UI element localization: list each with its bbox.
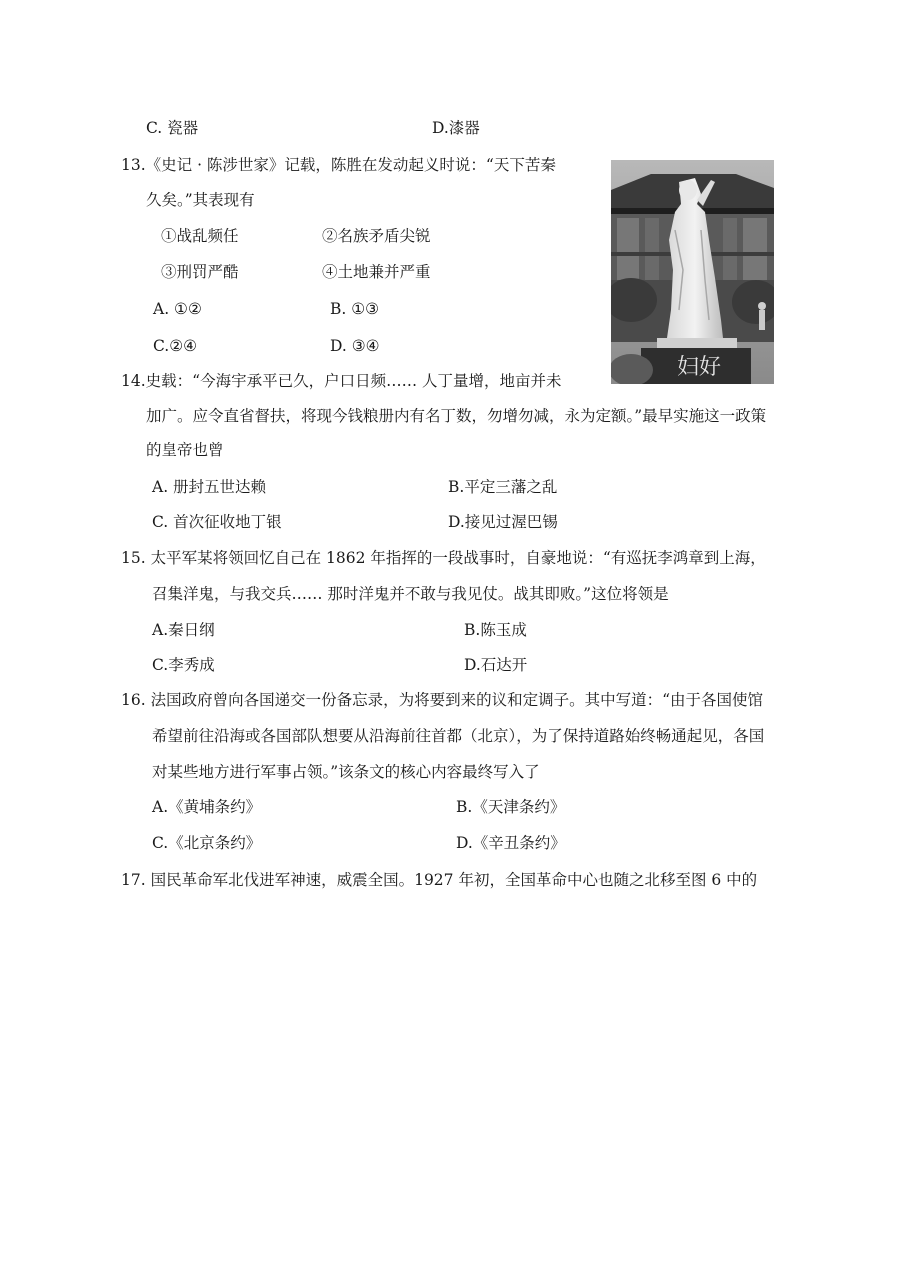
q15-stem-line-1: 15. 太平军某将领回忆自己在 1862 年指挥的一段战事时，自豪地说：“有巡抚李鸿章到上海， (121, 549, 766, 567)
q13-option-b: B. ①③ (330, 300, 380, 318)
q14-option-d: D.接见过渥巴锡 (448, 513, 558, 531)
q13-item-4: ④土地兼并严重 (322, 263, 431, 281)
plaque-text: 妇好 (676, 355, 722, 380)
q14-stem-line-3: 的皇帝也曾 (146, 441, 224, 459)
fuhao-statue-photo (611, 160, 774, 384)
q13-item-3: ③刑罚严酷 (161, 263, 239, 281)
q16-option-c: C.《北京条约》 (152, 834, 262, 852)
q16-stem-line-2: 希望前往沿海或各国部队想要从沿海前往首都（北京），为了保持道路始终畅通起见，各国 (152, 727, 765, 745)
q14-option-c: C. 首次征收地丁银 (152, 513, 282, 531)
q16-option-b: B.《天津条约》 (456, 798, 566, 816)
q16-stem-line-3: 对某些地方进行军事占领。”该条文的核心内容最终写入了 (152, 763, 540, 781)
statue-image (611, 160, 774, 384)
q15-option-c: C.李秀成 (152, 656, 215, 674)
q15-stem-line-2: 召集洋鬼，与我交兵…… 那时洋鬼并不敢与我见仗。战其即败。”这位将领是 (152, 585, 669, 603)
q15-option-b: B.陈玉成 (464, 621, 527, 639)
q14-stem-line-2: 加广。应令直省督扶，将现今钱粮册内有名丁数，勿增勿减，永为定额。”最早实施这一政策 (146, 407, 767, 425)
q13-option-a: A. ①② (153, 300, 202, 318)
q14-option-b: B.平定三藩之乱 (448, 478, 558, 496)
q14-stem-line-1: 14.史载：“今海宇承平已久，户口日频…… 人丁量增，地亩并未 (121, 372, 562, 390)
q13-item-1: ①战乱频任 (161, 227, 239, 245)
q14-option-a: A. 册封五世达赖 (152, 478, 267, 496)
q13-option-d: D. ③④ (330, 337, 380, 355)
q13-option-c: C.②④ (153, 337, 198, 355)
q15-option-d: D.石达开 (464, 656, 528, 674)
q17-stem-line-1: 17. 国民革命军北伐进军神速，威震全国。1927 年初，全国革命中心也随之北移至图 6 中的 (121, 871, 758, 889)
q13-stem-line-1: 13.《史记 · 陈涉世家》记载，陈胜在发动起义时说：“天下苦秦 (121, 156, 556, 174)
q12-option-c: C. 瓷器 (146, 119, 199, 137)
q12-option-d: D.漆器 (432, 119, 480, 137)
q16-option-d: D.《辛丑条约》 (456, 834, 566, 852)
q15-option-a: A.秦日纲 (152, 621, 215, 639)
q16-stem-line-1: 16. 法国政府曾向各国递交一份备忘录，为将要到来的议和定调子。其中写道：“由于各国使馆 (121, 691, 764, 709)
q16-option-a: A.《黄埔条约》 (152, 798, 262, 816)
q13-stem-line-2: 久矣。”其表现有 (146, 191, 255, 209)
q13-item-2: ②名族矛盾尖锐 (322, 227, 431, 245)
